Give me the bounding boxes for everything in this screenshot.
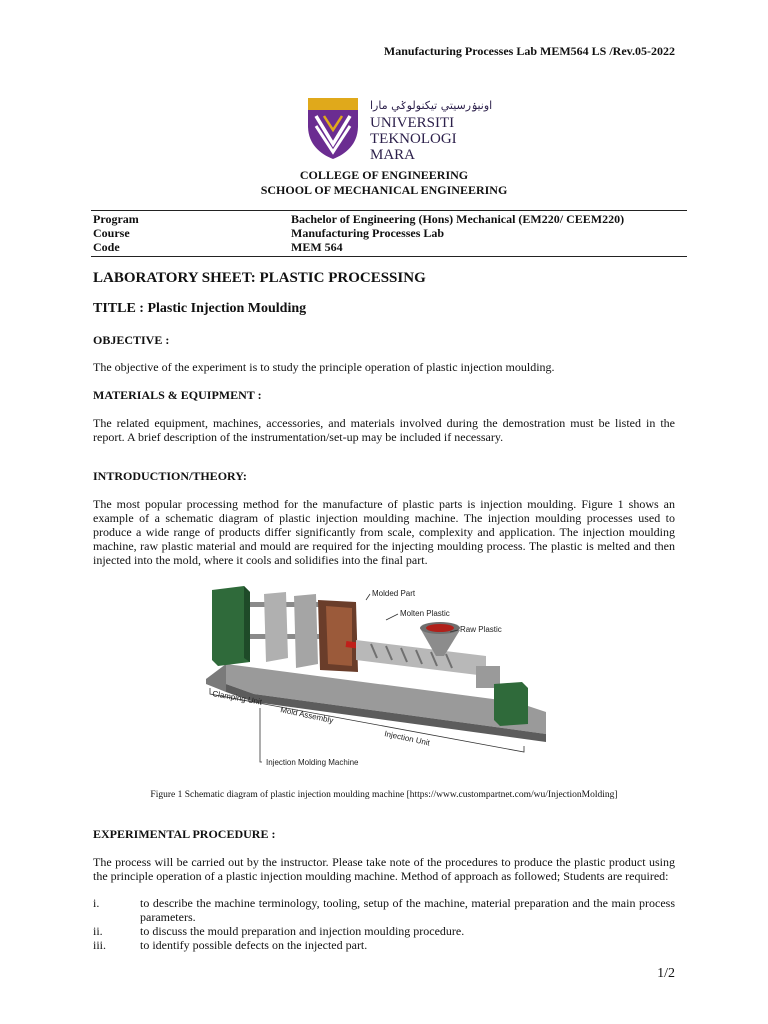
procedure-text: The process will be carried out by the instructor. Please take note of the procedures to produce the plastic product using the principle operation of a plastic injection moulding machine. Method of approach as followed; Students are required: [93,855,675,883]
school-name: SCHOOL OF MECHANICAL ENGINEERING [260,183,508,197]
info-key: Course [93,226,130,240]
document-reference: Manufacturing Processes Lab MEM564 LS /Rev.05-2022 [383,44,675,58]
label-raw-plastic: Raw Plastic [460,625,502,634]
experiment-title: TITLE : Plastic Injection Moulding [93,301,307,316]
materials-text: The related equipment, machines, accessories, and materials involved during the demostration must be listed in the report. A brief description of the instrumentation/set-up may be included if necessary. [93,416,675,444]
label-clamping-unit: Clamping Unit [211,689,263,707]
info-row-program [91,212,687,226]
info-row-code [91,240,687,254]
objective-heading: OBJECTIVE : [93,333,170,347]
objective-text: The objective of the experiment is to study the principle operation of plastic injection moulding. [93,360,555,374]
college-name: COLLEGE OF ENGINEERING [299,168,469,182]
injection-moulding-figure [206,584,556,776]
logo-arabic-text: اونيۏرسيتي تيكنولوݢي مارا [370,99,493,112]
page-number: 1/2 [657,966,675,981]
materials-heading: MATERIALS & EQUIPMENT : [93,388,262,402]
list-item-text: to discuss the mould preparation and injection moulding procedure. [140,924,465,938]
list-item [93,924,675,938]
course-info-table [91,210,687,257]
info-row-course [91,226,687,240]
label-mold-assembly: Mold Assembly [279,705,335,726]
info-key: Code [93,240,120,254]
logo-name-line1: UNIVERSITI [370,115,455,131]
info-value: Manufacturing Processes Lab [291,226,445,240]
info-value: Bachelor of Engineering (Hons) Mechanical (EM220/ CEEM220) [291,212,625,226]
label-molded-part: Molded Part [372,589,416,598]
list-item-number: ii. [93,924,103,938]
list-item-text: to identify possible defects on the injected part. [140,938,368,952]
list-item [93,938,675,952]
lab-sheet-title: LABORATORY SHEET: PLASTIC PROCESSING [93,270,426,286]
label-molten-plastic: Molten Plastic [400,609,450,618]
logo-name-line2: TEKNOLOGI [370,131,457,147]
introduction-text: The most popular processing method for the manufacture of plastic parts is injection moulding. Figure 1 shows an example of a schematic diagram of plastic injection moulding machine. The injection moulding processes used to produce a wide range of products differ significantly from scale, complexity and application. The injection moulding machine, raw plastic material and mould are required for the injecting moulding process. The plastic is melted and then injected into the mold, where it cools and solidifies into the final part. [93,497,675,567]
info-key: Program [93,212,139,226]
figure-caption: Figure 1 Schematic diagram of plastic injection moulding machine [https://www.custompartnet.com/wu/InjectionMolding] [150,790,618,800]
label-injection-molding-machine: Injection Molding Machine [266,758,359,767]
list-item-text: to describe the machine terminology, tooling, setup of the machine, material preparation and the main process parameters. [140,896,675,924]
logo-name-line3: MARA [370,147,416,163]
procedure-list [93,896,675,952]
procedure-heading: EXPERIMENTAL PROCEDURE : [93,827,276,841]
list-item [93,896,675,924]
introduction-heading: INTRODUCTION/THEORY: [93,469,247,483]
info-value: MEM 564 [291,240,343,254]
list-item-number: iii. [93,938,107,952]
list-item-number: i. [93,896,100,910]
uitm-logo [306,96,493,163]
label-injection-unit: Injection Unit [383,729,431,748]
college-heading [0,168,768,198]
